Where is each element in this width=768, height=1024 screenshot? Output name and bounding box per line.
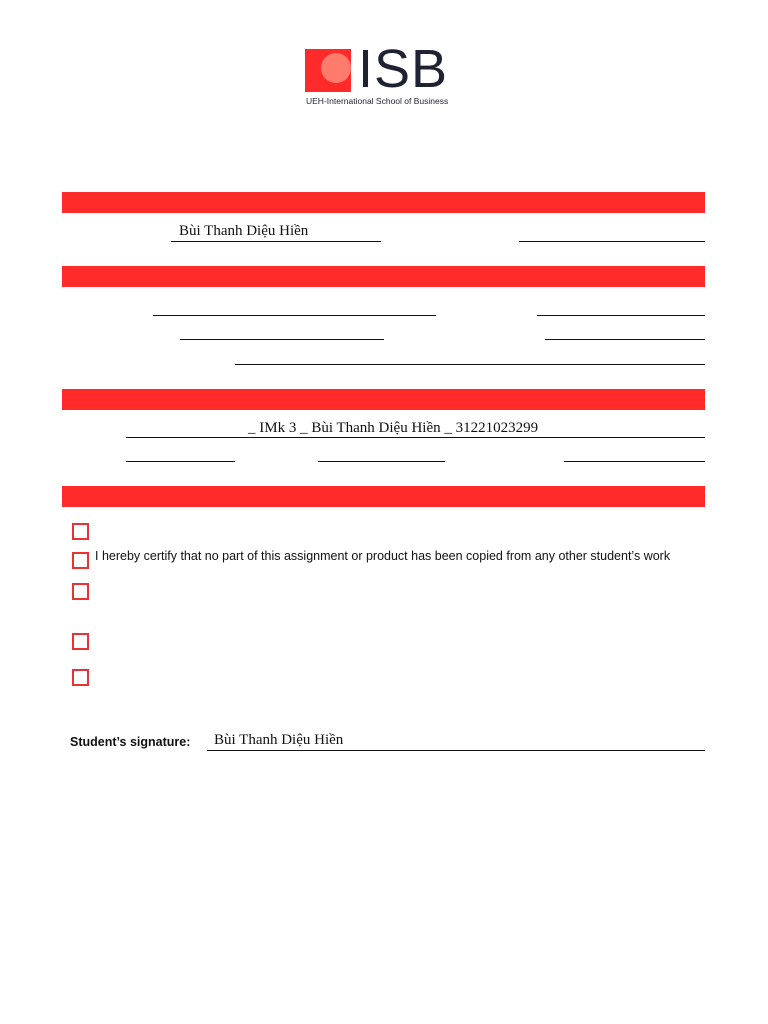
declaration-checkbox-1[interactable] [72,523,89,540]
school-subtitle: UEH-International School of Business [306,96,449,106]
signature-label: Student’s signature: [70,735,191,749]
assignment-title-value: _ IMk 3 _ Bùi Thanh Diệu Hiền _ 31221023299 [248,420,539,436]
section-header-bar-course [62,266,705,287]
declaration-checkbox-2[interactable] [72,552,89,569]
course-field-3[interactable] [180,339,384,340]
assignment-field-1[interactable] [126,461,235,462]
declaration-checkbox-5[interactable] [72,669,89,686]
declaration-checkbox-3[interactable] [72,583,89,600]
isb-wordmark: ISB [358,39,449,99]
assignment-field-3[interactable] [564,461,705,462]
course-field-4[interactable] [545,339,705,340]
student-name-value: Bùi Thanh Diệu Hiền [179,223,309,239]
declaration-checkbox-4[interactable] [72,633,89,650]
assignment-title-field[interactable] [126,437,705,438]
declaration-text-2: I hereby certify that no part of this assignment or product has been copied from any other student’s work [95,549,671,563]
section-header-bar-assignment [62,389,705,410]
course-field-2[interactable] [537,315,705,316]
signature-field[interactable] [207,750,705,751]
student-id-field[interactable] [519,241,705,242]
course-field-1[interactable] [153,315,436,316]
signature-value: Bùi Thanh Diệu Hiền [214,732,344,748]
student-name-field[interactable] [171,241,381,242]
isb-logo-mark [305,49,351,92]
course-field-5[interactable] [235,364,705,365]
section-header-bar-student [62,192,705,213]
section-header-bar-declaration [62,486,705,507]
assignment-field-2[interactable] [318,461,445,462]
